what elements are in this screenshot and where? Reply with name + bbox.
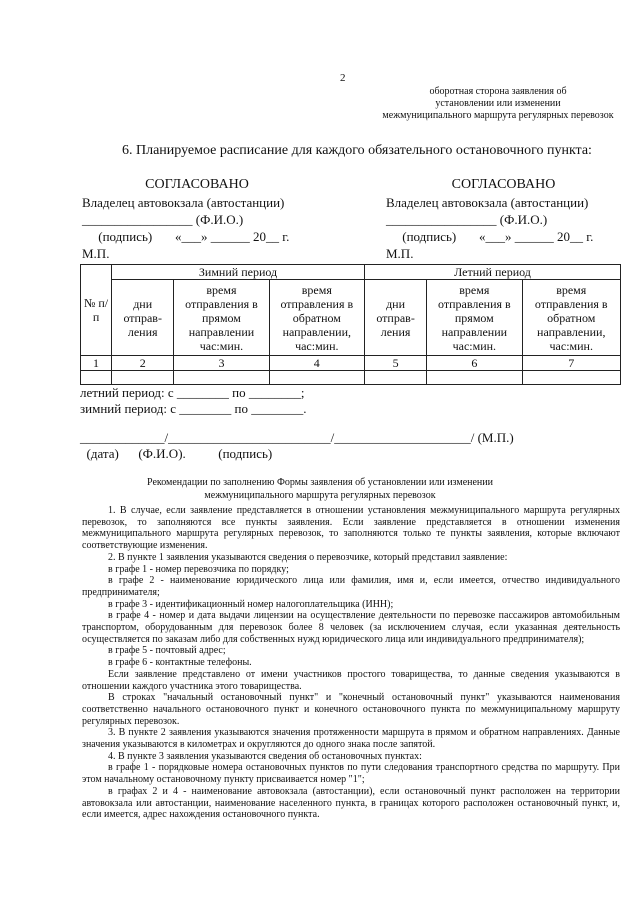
page-number: 2 bbox=[340, 72, 346, 84]
table-column-number: 2 bbox=[112, 356, 174, 371]
table-cell bbox=[112, 371, 174, 385]
paragraph: в графе 4 - номер и дата выдачи лицензии на осуществление деятельности по перевозке пассажиров автомобильным транспортом, оборудованным для перевозок более 8 человек (за исключением случая, если указанная деятельность осуществляется по заказам либо для собственных нужд юридического лица или индивидуального предпринимателя); bbox=[82, 610, 620, 645]
table-row bbox=[81, 371, 621, 385]
table-cell bbox=[427, 371, 522, 385]
paragraph: в графе 1 - номер перевозчика по порядку; bbox=[108, 563, 289, 575]
paragraph: 2. В пункте 1 заявления указываются сведения о перевозчике, который представил заявление: bbox=[108, 551, 508, 563]
approval-sign-date: (подпись) «___» ______ 20__ г. bbox=[386, 229, 594, 244]
table-cell bbox=[364, 371, 426, 385]
paragraph: 3. В пункте 2 заявления указываются значения протяженности маршрута в прямом и обратном направлениях. Данные значения указываются в километрах и округляются до одного знака после запятой. bbox=[82, 727, 620, 751]
approval-sign-date: (подпись) «___» ______ 20__ г. bbox=[82, 229, 290, 244]
table-header-number: № п/п bbox=[81, 265, 112, 356]
table-cell bbox=[269, 371, 364, 385]
winter-period: зимний период: с ________ по ________. bbox=[80, 401, 307, 416]
table-cell bbox=[174, 371, 269, 385]
table-subheader: дни отправ-ления bbox=[364, 280, 426, 356]
paragraph: Если заявление представлено от имени участников простого товарищества, то данные сведения указываются в отношении каждого участника этого товарищества. bbox=[82, 668, 620, 692]
table-header-winter: Зимний период bbox=[112, 265, 365, 280]
approval-mp: М.П. bbox=[82, 246, 110, 261]
approval-owner: Владелец автовокзала (автостанции) bbox=[82, 195, 285, 210]
signature-line: _____________/_________________________/_____________________/ (М.П.) bbox=[80, 430, 514, 445]
paragraph: в графе 3 - идентификационный номер налогоплательщика (ИНН); bbox=[108, 598, 394, 610]
section-6-title: 6. Планируемое расписание для каждого обязательного остановочного пункта: bbox=[122, 143, 592, 158]
paragraph: в графе 2 - наименование юридического лица или фамилия, имя и, если имеется, отчество индивидуального предпринимателя; bbox=[82, 575, 620, 598]
table-subheader: время отправления в прямом направлении час:мин. bbox=[427, 280, 522, 356]
summer-period: летний период: с ________ по ________; bbox=[80, 385, 305, 400]
approval-mp: М.П. bbox=[386, 246, 414, 261]
table-column-number: 7 bbox=[522, 356, 621, 371]
table-header-summer: Летний период bbox=[364, 265, 620, 280]
approval-title: СОГЛАСОВАНО bbox=[145, 177, 249, 192]
recommendations-title: Рекомендации по заполнению Формы заявления об установлении или изменении межмуниципального маршрута регулярных перевозок bbox=[147, 477, 493, 501]
table-cell bbox=[522, 371, 621, 385]
header-note-line: оборотная сторона заявления об bbox=[429, 86, 567, 97]
paragraph: в графе 5 - почтовый адрес; bbox=[108, 645, 226, 657]
header-note bbox=[380, 86, 616, 122]
paragraph: В строках "начальный остановочный пункт" и "конечный остановочный пункт" указываются наименования соответственно начального остановочного пункт и конечного остановочного пункта по межмуниципальному маршруту регулярных перевозок. bbox=[82, 692, 620, 727]
paragraph: в графе 1 - порядковые номера остановочных пунктов по пути следования транспортного средства по маршруту. При этом начальному остановочному пункту присваивается номер "1"; bbox=[82, 762, 620, 786]
paragraph: 1. В случае, если заявление представляется в отношении установления межмуниципального маршрута регулярных перевозок, то заполняются все пункты заявления. Если заявление представляется в отношении изменения межмуниципального маршрута регулярных перевозок, то заполняются только те пункты заявления, которые включают соответствующие изменения. bbox=[82, 505, 620, 552]
approval-fio: _________________ (Ф.И.О.) bbox=[386, 212, 548, 227]
table-column-number: 4 bbox=[269, 356, 364, 371]
table-subheader: дни отправ-ления bbox=[112, 280, 174, 356]
table-cell bbox=[81, 371, 112, 385]
table-subheader: время отправления в прямом направлении час:мин. bbox=[174, 280, 269, 356]
approval-fio: _________________ (Ф.И.О.) bbox=[82, 212, 244, 227]
table-column-number: 3 bbox=[174, 356, 269, 371]
approval-block-right bbox=[386, 176, 621, 262]
table-subheader: время отправления в обратном направлении, час:мин. bbox=[269, 280, 364, 356]
table-column-number: 1 bbox=[81, 356, 112, 371]
schedule-table bbox=[80, 264, 621, 385]
approval-owner: Владелец автовокзала (автостанции) bbox=[386, 195, 589, 210]
paragraph: в графе 6 - контактные телефоны. bbox=[108, 657, 252, 669]
paragraph: 4. В пункте 3 заявления указываются сведения об остановочных пунктах: bbox=[108, 750, 422, 762]
approval-block-left bbox=[82, 176, 312, 262]
header-note-line: межмуниципального маршрута регулярных перевозок bbox=[382, 110, 614, 121]
periods-block bbox=[80, 385, 306, 417]
recommendations-body bbox=[82, 505, 620, 821]
header-note-line: установлении или изменении bbox=[435, 98, 561, 109]
table-column-number: 5 bbox=[364, 356, 426, 371]
paragraph: в графах 2 и 4 - наименование автовокзала (автостанции), если остановочный пункт расположен на территории автовокзала или автостанции, наименование населенного пункта, в границах которого расположен остановочный пункт, и, если имеется, адрес нахождения остановочного пункта. bbox=[82, 785, 620, 821]
approval-title: СОГЛАСОВАНО bbox=[451, 177, 556, 192]
signature-labels: (дата) (Ф.И.О). (подпись) bbox=[80, 446, 273, 461]
table-column-number: 6 bbox=[427, 356, 522, 371]
table-subheader: время отправления в обратном направлении, час:мин. bbox=[522, 280, 621, 356]
